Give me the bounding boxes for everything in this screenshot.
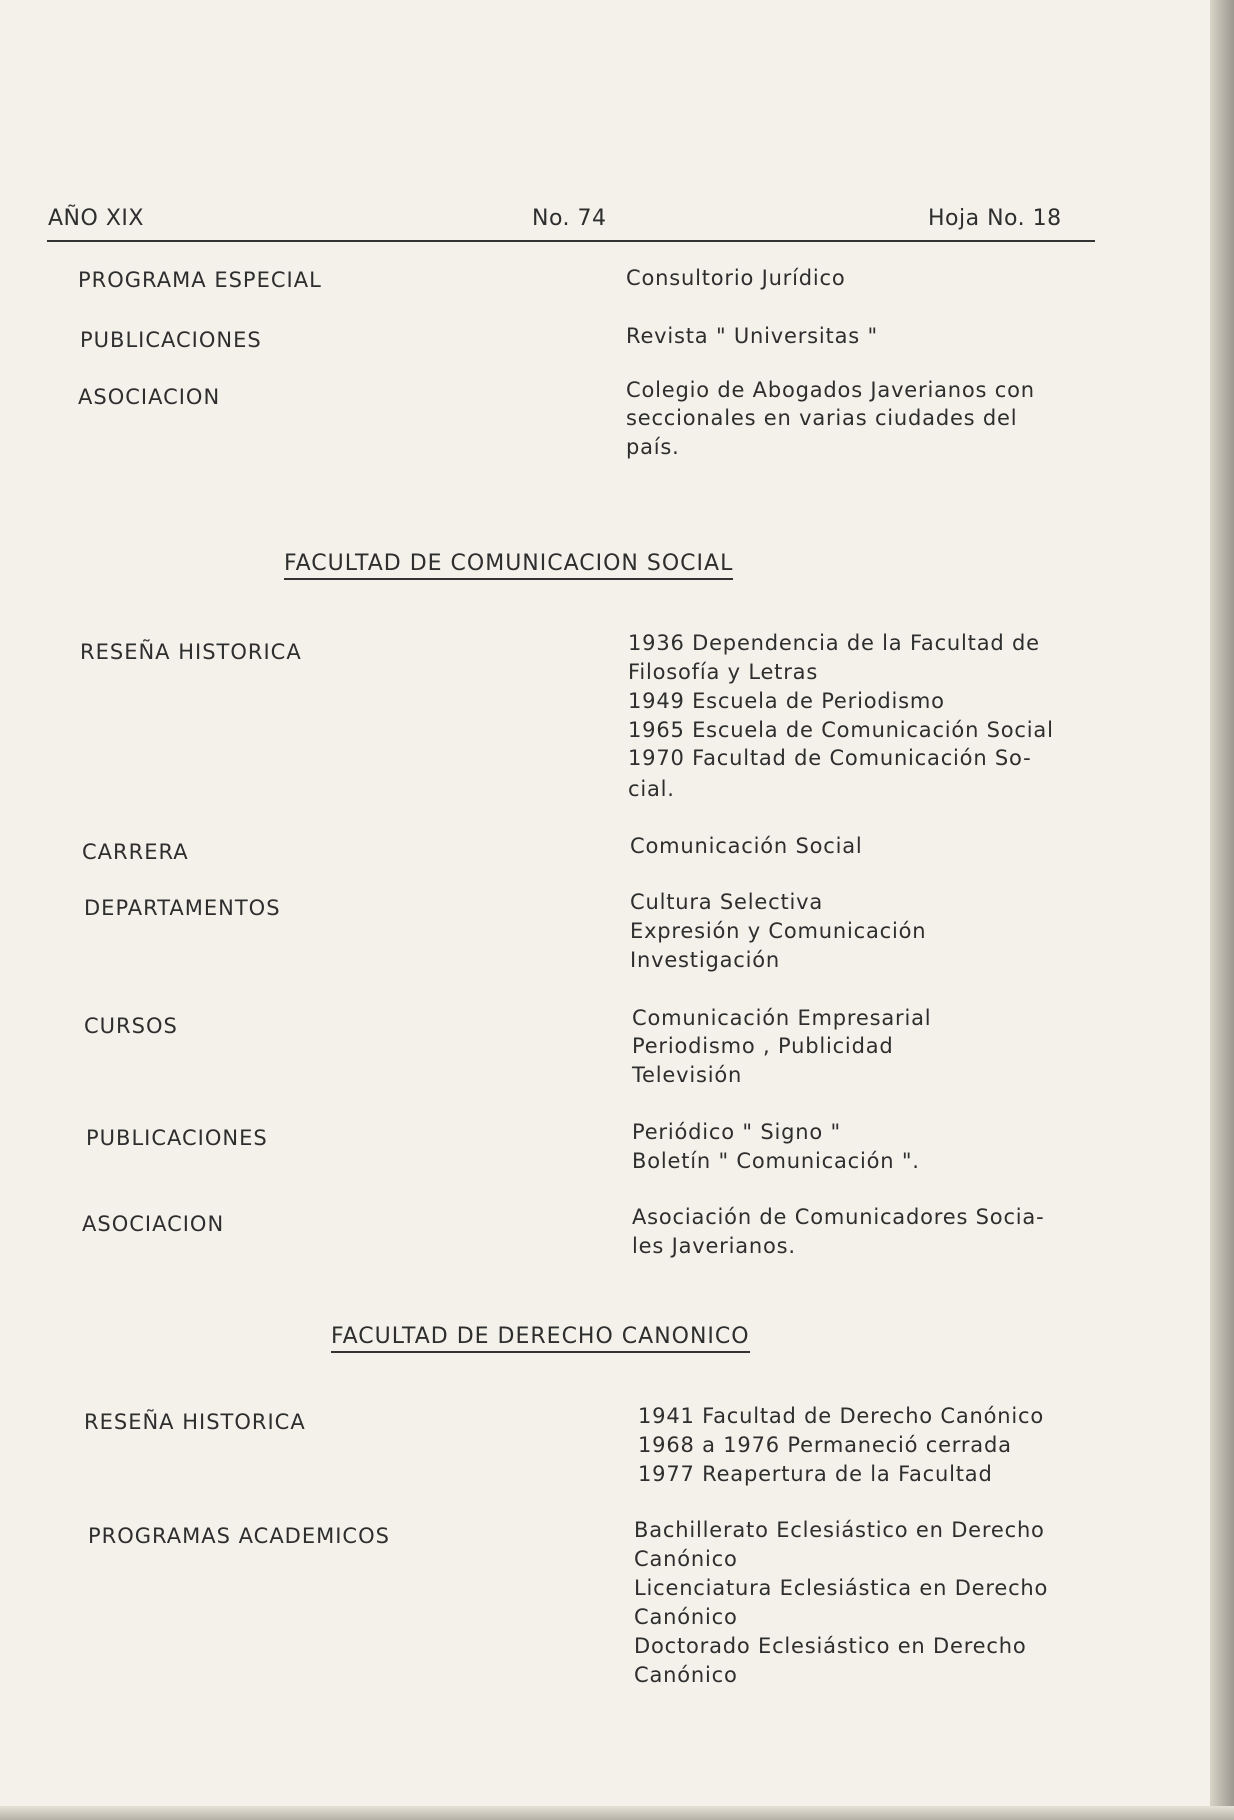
row-value-line: 1936 Dependencia de la Facultad de [628,631,1040,655]
row-label: ASOCIACION [82,1212,225,1236]
page-bottom-edge [0,1806,1234,1820]
row-value-line: Canónico [634,1663,738,1687]
row-value-line: les Javerianos. [632,1234,796,1258]
row-value-line: Canónico [634,1605,738,1629]
year-label: AÑO XIX [48,206,144,231]
row-value-line: Bachillerato Eclesiástico en Derecho [634,1518,1045,1542]
row-label: CURSOS [84,1014,178,1038]
row-value-line: Licenciatura Eclesiástica en Derecho [634,1576,1049,1600]
row-label: PUBLICACIONES [80,328,262,352]
row-value-line: Televisión [632,1063,743,1087]
row-value-line: país. [626,435,680,459]
header-rule [47,240,1095,242]
section-title-canonico: FACULTAD DE DERECHO CANONICO [331,1324,750,1353]
row-value-line: 1949 Escuela de Periodismo [628,689,945,713]
section-title-comunicacion: FACULTAD DE COMUNICACION SOCIAL [284,551,733,580]
row-value-line: Expresión y Comunicación [630,919,927,943]
row-value-line: Revista " Universitas " [626,324,878,348]
row-label: ASOCIACION [78,385,221,409]
row-value-line: Cultura Selectiva [630,890,824,914]
row-label: PROGRAMA ESPECIAL [78,268,322,292]
row-value-line: Doctorado Eclesiástico en Derecho [634,1634,1027,1658]
row-value-line: 1965 Escuela de Comunicación Social [628,718,1054,742]
row-value-line: Comunicación Empresarial [632,1006,932,1030]
sheet-number: Hoja No. 18 [928,206,1062,231]
row-value-line: 1941 Facultad de Derecho Canónico [638,1404,1045,1428]
row-value-line: seccionales en varias ciudades del [626,406,1018,430]
row-label: PUBLICACIONES [86,1126,268,1150]
row-value-line: Periódico " Signo " [632,1120,841,1144]
row-value-line: cial. [628,777,675,801]
row-label: RESEÑA HISTORICA [80,640,302,664]
row-value-line: Colegio de Abogados Javerianos con [626,378,1035,402]
row-value-line: Asociación de Comunicadores Socia- [632,1205,1045,1229]
row-value-line: Periodismo , Publicidad [632,1034,894,1058]
row-value-line: Canónico [634,1547,738,1571]
row-value-line: 1977 Reapertura de la Facultad [638,1462,993,1486]
row-value-line: Consultorio Jurídico [626,266,846,290]
row-label: DEPARTAMENTOS [84,896,281,920]
row-label: CARRERA [82,840,189,864]
row-value-line: Boletín " Comunicación ". [632,1149,920,1173]
row-value-line: 1970 Facultad de Comunicación So- [628,746,1032,770]
row-value-line: Investigación [630,948,780,972]
row-value-line: Comunicación Social [630,834,863,858]
row-value-line: Filosofía y Letras [628,660,819,684]
page-edge [1210,0,1234,1820]
row-label: PROGRAMAS ACADEMICOS [88,1524,390,1548]
row-value-line: 1968 a 1976 Permaneció cerrada [638,1433,1012,1457]
row-label: RESEÑA HISTORICA [84,1410,306,1434]
issue-number: No. 74 [532,206,607,231]
